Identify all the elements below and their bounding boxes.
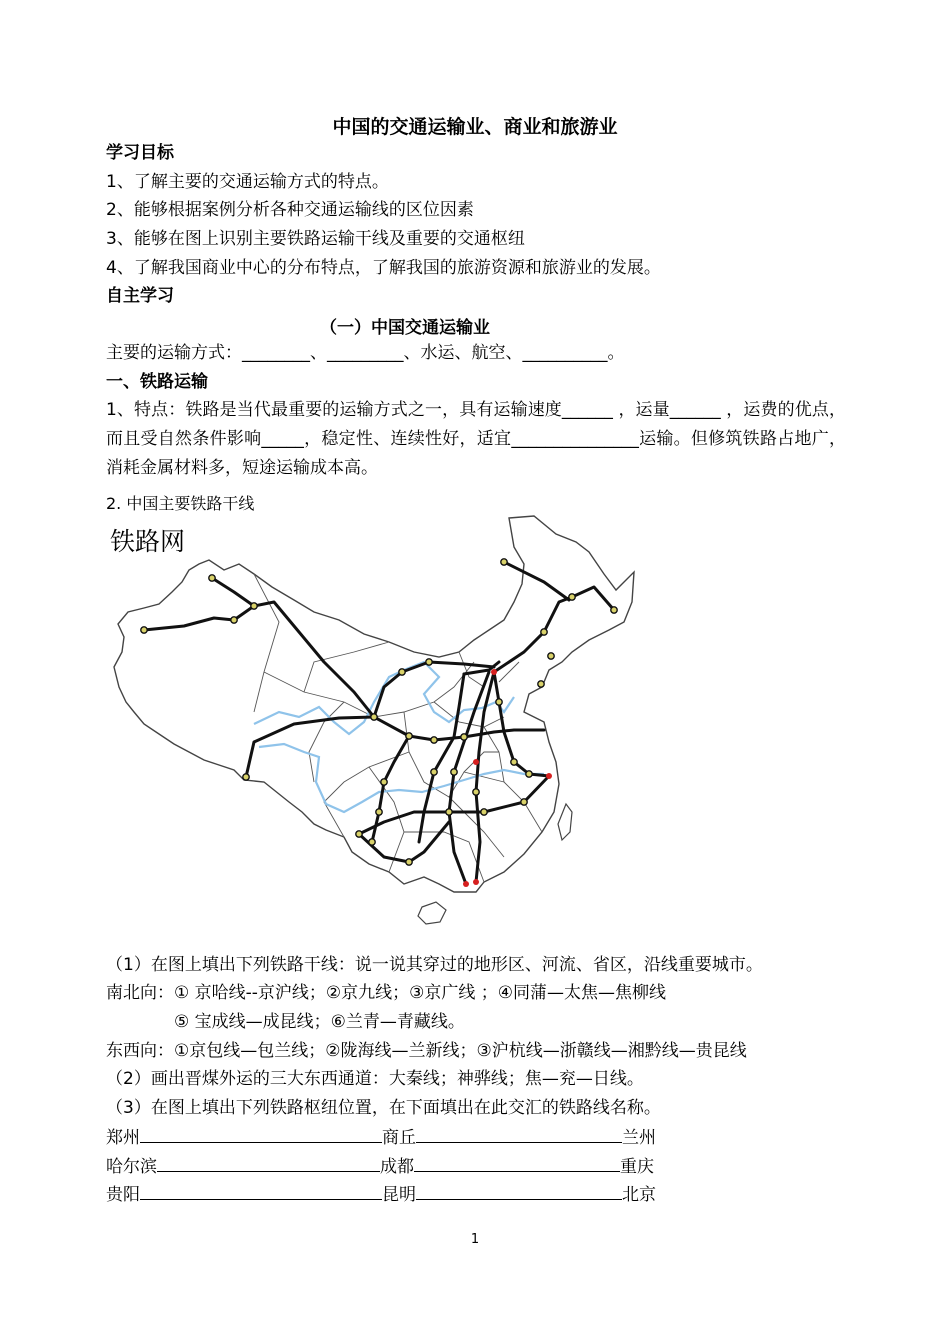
answer-blank[interactable] [140,1183,382,1200]
station-dot [521,799,527,805]
jingha-railway [494,587,614,672]
hub-row [106,1155,654,1178]
station-dot [511,759,517,765]
hub-dot [463,881,469,887]
station-dot [431,737,437,743]
station-dot [446,809,452,815]
page-title: 中国的交通运输业、商业和旅游业 [332,116,618,138]
station-dot [356,831,362,837]
hub-dot [473,759,479,765]
station-dot [141,627,147,633]
lanxin-railway [144,602,374,717]
east-west-lines: 东西向：①京包线—包兰线；②陇海线—兰新线；③沪杭线—浙赣线—湘黔线—贵昆线 [106,1041,747,1061]
answer-blank[interactable] [140,1126,382,1143]
station-dot [243,774,249,780]
task-1: （1）在图上填出下列铁路干线：说一说其穿过的地形区、河流、省区，沿线重要城市。 [106,955,763,975]
railway-lines [144,562,614,884]
station-dot [376,809,382,815]
hub-label: 兰州 [622,1128,656,1148]
hub-row [106,1126,656,1149]
station-dot [481,809,487,815]
north-south-lines-1: 南北向：① 京哈线--京沪线；②京九线；③京广线 ；④同蒲—太焦—焦柳线 [106,983,667,1003]
station-dot [231,617,237,623]
station-dot [399,669,405,675]
station-dot [496,699,502,705]
objective-item: 4、了解我国商业中心的分布特点，了解我国的旅游资源和旅游业的发展。 [106,258,661,278]
answer-blank[interactable] [414,1155,620,1172]
self-study-heading: 自主学习 [106,286,174,306]
hub-label: 哈尔滨 [106,1157,157,1177]
station-dot [541,629,547,635]
station-dot [473,789,479,795]
station-dot [369,839,375,845]
station-dot [406,733,412,739]
station-dot [431,769,437,775]
page-number: 1 [470,1232,480,1247]
objectives-heading: 学习目标 [106,143,174,163]
province-borders [254,574,542,882]
hub-label: 北京 [622,1185,656,1205]
station-dot [406,859,412,865]
answer-blank[interactable] [157,1155,380,1172]
station-dot [371,714,377,720]
hub-label: 商丘 [382,1128,416,1148]
section-title: （一）中国交通运输业 [320,318,490,338]
station-dot [569,594,575,600]
longhai-railway [374,717,544,740]
station-dot [461,734,467,740]
station-dot [451,769,457,775]
station-dot [426,659,432,665]
task-2: （2）画出晋煤外运的三大东西通道：大秦线；神骅线；焦—兖—日线。 [106,1069,644,1089]
railway-map [104,512,644,932]
hub-label: 昆明 [382,1185,416,1205]
answer-blank[interactable] [416,1126,622,1143]
station-dot [548,653,554,659]
objective-item: 3、能够在图上识别主要铁路运输干线及重要的交通枢纽 [106,229,525,249]
hainan-outline [418,902,446,924]
hub-label: 郑州 [106,1128,140,1148]
task-3: （3）在图上填出下列铁路枢纽位置，在下面填出在此交汇的铁路线名称。 [106,1098,661,1118]
station-dot [209,575,215,581]
north-south-lines-2: ⑤ 宝成线—成昆线；⑥兰青—青藏线。 [174,1012,465,1032]
hub-label: 成都 [380,1157,414,1177]
objective-item: 2、能够根据案例分析各种交通运输线的区位因素 [106,200,474,220]
xinjiang-branch [212,578,254,606]
railway-heading: 一、铁路运输 [106,372,208,392]
station-dot [251,603,257,609]
hub-dot [546,773,552,779]
hub-label: 贵阳 [106,1185,140,1205]
hub-dot [473,879,479,885]
objective-item: 1、了解主要的交通运输方式的特点。 [106,172,389,192]
railway-features-paragraph: 1、特点：铁路是当代最重要的运输方式之一，具有运输速度______ ，运量______ ，运费的优点，而且受自然条件影响_____，稳定性、连续性好，适宜_______________运输。但修筑铁路占地广，消耗金属材料多，短途运输成本高。 [106,400,846,478]
map-title: 铁路网 [110,527,186,556]
station-dot [526,771,532,777]
huhang-xiangqian-guikun [359,776,549,834]
hub-row [106,1183,656,1206]
transport-modes-line: 主要的运输方式：________、_________、水运、航空、__________。 [106,343,625,363]
answer-blank[interactable] [416,1183,622,1200]
hub-dot [491,669,497,675]
main-lines-heading: 2. 中国主要铁路干线 [106,494,255,513]
station-dot [611,607,617,613]
binbei-line [504,562,569,600]
station-dot [538,681,544,687]
railway-stations [141,559,617,865]
yangtze-river [259,744,544,812]
station-dot [381,779,387,785]
taiwan-outline [558,804,572,840]
station-dot [501,559,507,565]
hub-label: 重庆 [620,1157,654,1177]
